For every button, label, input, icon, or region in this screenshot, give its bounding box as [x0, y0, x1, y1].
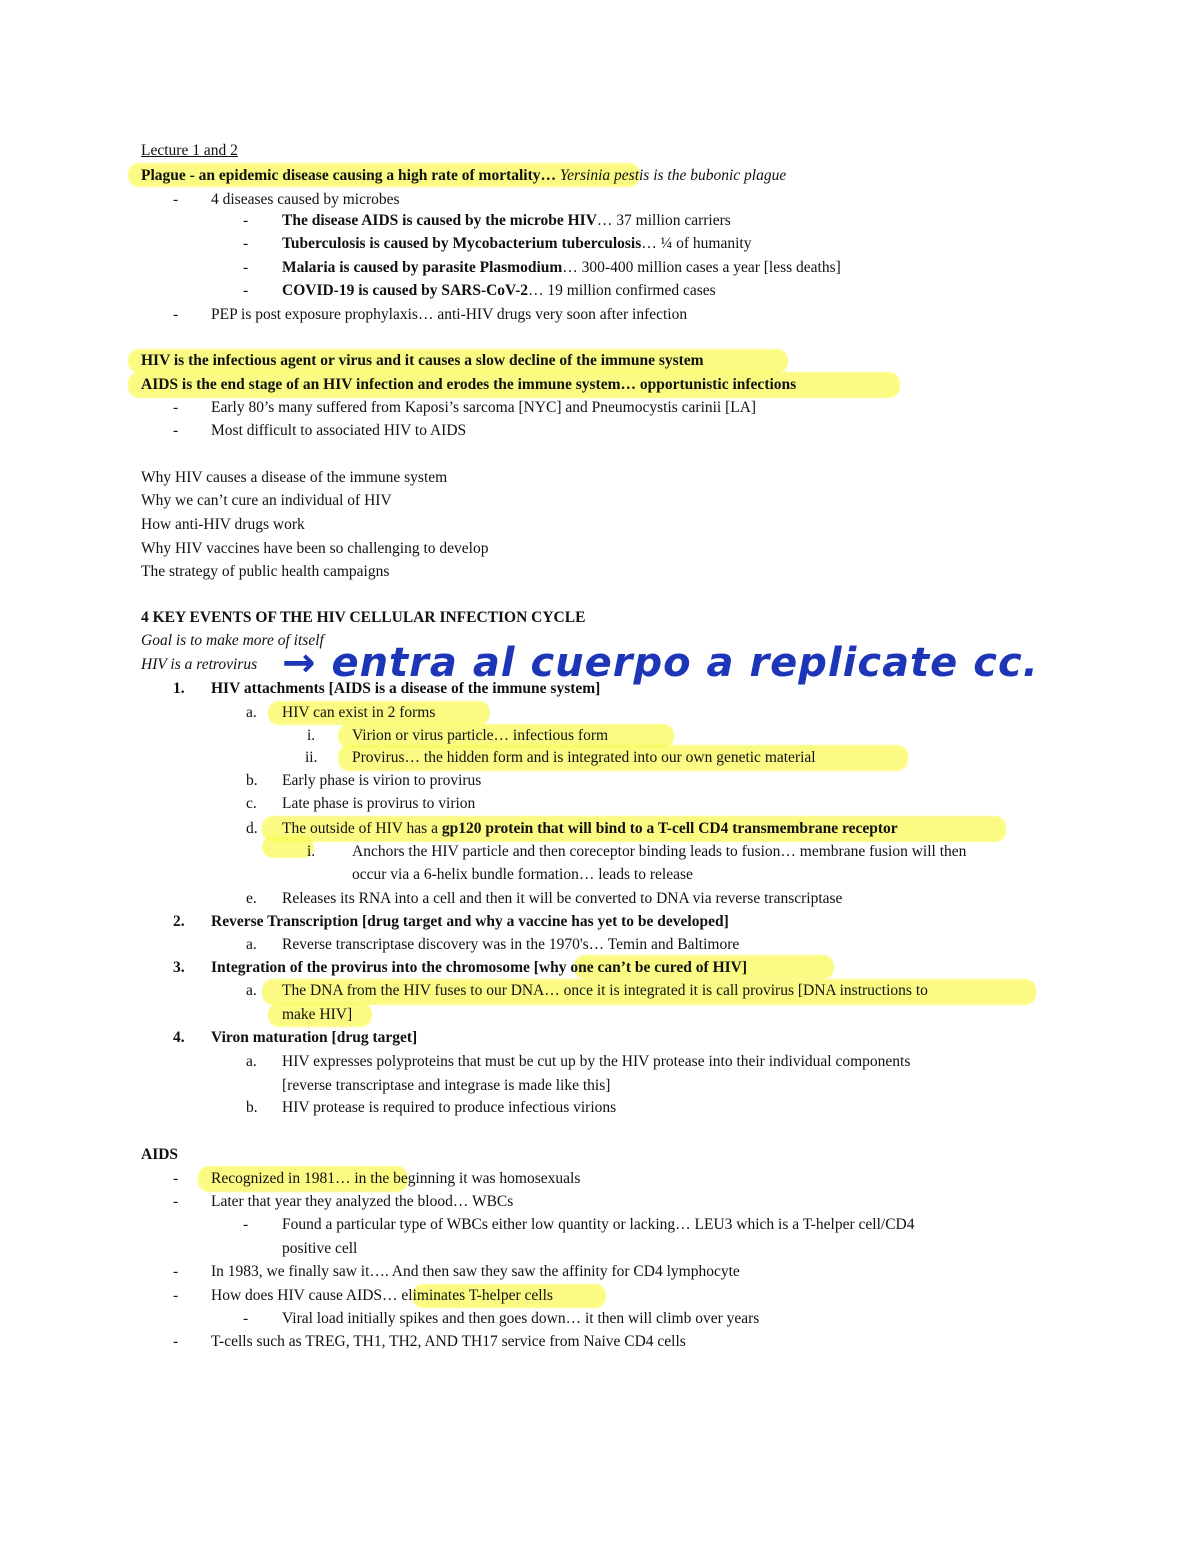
text-segment: Late phase is provirus to virion [282, 795, 476, 812]
text-line [211, 1286, 553, 1306]
list-marker: a. [246, 1053, 257, 1070]
list-marker: - [243, 1216, 249, 1233]
text-segment: Reverse Transcription [drug target and why a vaccine has yet to be developed] [211, 913, 729, 930]
text-segment: [reverse transcriptase and integrase is made like this] [282, 1077, 611, 1094]
list-marker: - [243, 282, 249, 299]
list-marker: - [243, 235, 249, 252]
text-segment: AIDS is the end stage of an HIV infection and erodes the immune system… opportunistic infections [141, 376, 797, 393]
text-segment: Yersinia pestis is the bubonic plague [556, 167, 787, 184]
text-segment: Lecture 1 and 2 [141, 142, 238, 159]
text-line [211, 1192, 513, 1212]
text-segment: The disease AIDS is caused by the microbe HIV [282, 212, 597, 229]
text-segment: Tuberculosis is caused by Mycobacterium tuberculosis [282, 235, 642, 252]
text-line [211, 1169, 580, 1189]
text-segment: PEP is post exposure prophylaxis… anti-HIV drugs very soon after infection [211, 306, 688, 323]
text-segment: Releases its RNA into a cell and then it will be converted to DNA via reverse transcriptase [282, 890, 843, 907]
text-line [141, 539, 489, 559]
text-line [141, 468, 447, 488]
text-segment: Early 80’s many suffered from Kaposi’s sarcoma [NYC] and Pneumocystis carinii [LA] [211, 399, 757, 416]
text-segment: Early phase is virion to provirus [282, 772, 482, 789]
list-marker: a. [246, 936, 257, 953]
text-line [141, 562, 389, 582]
text-segment: The strategy of public health campaigns [141, 563, 390, 580]
list-marker: i. [307, 843, 316, 860]
text-segment: … ¼ of humanity [641, 235, 752, 252]
text-line [282, 819, 898, 839]
list-marker: a. [246, 704, 257, 721]
text-line [282, 889, 842, 909]
text-segment: Viron maturation [drug target] [211, 1029, 418, 1046]
text-segment: How does HIV cause AIDS… eliminates T-helper cells [211, 1287, 553, 1304]
list-marker: - [173, 1170, 179, 1187]
text-segment: How anti-HIV drugs work [141, 516, 305, 533]
text-segment: Found a particular type of WBCs either low quantity or lacking… LEU3 which is a T-helper cell/CD4 [282, 1216, 915, 1233]
text-segment: Provirus… the hidden form and is integrated into our own genetic material [352, 749, 816, 766]
text-segment: Plague - an epidemic disease causing a high rate of mortality… [141, 167, 557, 184]
text-line [352, 748, 816, 768]
handwritten-note-text: → entra al cuerpo a replicate cc. [282, 640, 1039, 686]
list-marker: b. [246, 772, 258, 789]
text-line [211, 398, 756, 418]
text-segment: HIV can exist in 2 forms [282, 704, 436, 721]
list-marker: - [243, 1310, 249, 1327]
text-line [211, 1332, 686, 1352]
text-line [211, 421, 466, 441]
text-line [282, 258, 841, 278]
list-marker: ii. [305, 749, 318, 766]
text-line [282, 703, 435, 723]
text-segment: … 19 million confirmed cases [528, 282, 716, 299]
text-segment: HIV is a retrovirus [141, 656, 258, 673]
text-segment: HIV attachments [AIDS is a disease of the immune system] [211, 680, 601, 697]
text-segment: T-cells such as TREG, TH1, TH2, AND TH17 service from Naive CD4 cells [211, 1333, 686, 1350]
list-marker: - [173, 1287, 179, 1304]
text-line [141, 141, 238, 161]
text-segment: Why HIV causes a disease of the immune system [141, 469, 448, 486]
text-segment: Viral load initially spikes and then goes down… it then will climb over years [282, 1310, 760, 1327]
text-segment: … 300-400 million cases a year [less deaths] [562, 259, 841, 276]
text-segment: COVID-19 is caused by SARS-CoV-2 [282, 282, 529, 299]
list-marker: b. [246, 1099, 258, 1116]
text-segment: gp120 protein that will bind to a T-cell CD4 transmembrane receptor [441, 820, 898, 837]
text-line [211, 190, 400, 210]
text-line [211, 912, 729, 932]
text-line [141, 351, 704, 371]
list-marker: d. [246, 820, 258, 837]
list-marker: 1. [173, 680, 185, 697]
text-line [282, 211, 731, 231]
text-segment: Recognized in 1981… in the beginning it was homosexuals [211, 1170, 581, 1187]
text-segment: Reverse transcriptase discovery was in the 1970's… Temin and Baltimore [282, 936, 740, 953]
text-line [141, 491, 392, 511]
text-segment: make HIV] [282, 1006, 353, 1023]
list-marker: 3. [173, 959, 185, 976]
text-segment: Integration of the provirus into the chromosome [why one can’t be cured of HIV] [211, 959, 748, 976]
text-segment: Most difficult to associated HIV to AIDS [211, 422, 467, 439]
text-line [211, 958, 747, 978]
text-line [282, 281, 716, 301]
list-marker: - [173, 306, 179, 323]
list-marker: - [173, 1193, 179, 1210]
list-marker: 2. [173, 913, 185, 930]
list-marker: - [173, 191, 179, 208]
text-line [141, 608, 585, 628]
text-line [282, 1215, 915, 1235]
text-line [282, 1052, 910, 1072]
list-marker: c. [246, 795, 257, 812]
text-segment: AIDS [141, 1146, 179, 1163]
text-line [211, 305, 687, 325]
text-line [282, 234, 751, 254]
text-line [282, 1005, 352, 1025]
text-line [211, 1028, 417, 1048]
text-line [141, 1145, 178, 1165]
text-segment: HIV expresses polyproteins that must be cut up by the HIV protease into their individual components [282, 1053, 911, 1070]
text-line [282, 1098, 616, 1118]
text-segment: Goal is to make more of itself [141, 632, 324, 649]
text-line [282, 1076, 610, 1096]
text-segment: 4 KEY EVENTS OF THE HIV CELLULAR INFECTION CYCLE [141, 609, 586, 626]
text-segment: … 37 million carriers [596, 212, 731, 229]
list-marker: - [243, 212, 249, 229]
text-segment: In 1983, we finally saw it…. And then saw they saw the affinity for CD4 lymphocyte [211, 1263, 740, 1280]
text-line [141, 515, 305, 535]
list-marker: - [173, 399, 179, 416]
text-segment: Malaria is caused by parasite Plasmodium [282, 259, 563, 276]
text-segment: Later that year they analyzed the blood… WBCs [211, 1193, 514, 1210]
text-line [352, 865, 693, 885]
text-line [282, 1309, 759, 1329]
text-line [141, 655, 257, 675]
list-marker: - [173, 1263, 179, 1280]
text-line [282, 1239, 357, 1259]
text-line [141, 375, 796, 395]
text-segment: HIV is the infectious agent or virus and it causes a slow decline of the immune system [141, 352, 704, 369]
handwritten-note [282, 640, 1039, 690]
text-line [352, 726, 608, 746]
list-marker: - [243, 259, 249, 276]
text-segment: positive cell [282, 1240, 358, 1257]
text-segment: Anchors the HIV particle and then coreceptor binding leads to fusion… membrane fusion will then [352, 843, 967, 860]
text-segment: Why we can’t cure an individual of HIV [141, 492, 392, 509]
list-marker: e. [246, 890, 257, 907]
list-marker: a. [246, 982, 257, 999]
text-line [282, 981, 928, 1001]
text-line [282, 771, 481, 791]
text-segment: The DNA from the HIV fuses to our DNA… once it is integrated it is call provirus [DNA instructions to [282, 982, 928, 999]
text-segment: occur via a 6-helix bundle formation… leads to release [352, 866, 693, 883]
text-line [282, 794, 475, 814]
list-marker: - [173, 1333, 179, 1350]
text-segment: HIV protease is required to produce infectious virions [282, 1099, 617, 1116]
text-line [282, 935, 739, 955]
list-marker: 4. [173, 1029, 185, 1046]
text-segment: Virion or virus particle… infectious form [352, 727, 609, 744]
text-line [352, 842, 966, 862]
list-marker: - [173, 422, 179, 439]
text-segment: 4 diseases caused by microbes [211, 191, 400, 208]
list-marker: i. [307, 727, 316, 744]
text-segment: Why HIV vaccines have been so challenging to develop [141, 540, 489, 557]
text-line [211, 1262, 740, 1282]
text-segment: The outside of HIV has a [282, 820, 442, 837]
text-line [141, 166, 786, 186]
